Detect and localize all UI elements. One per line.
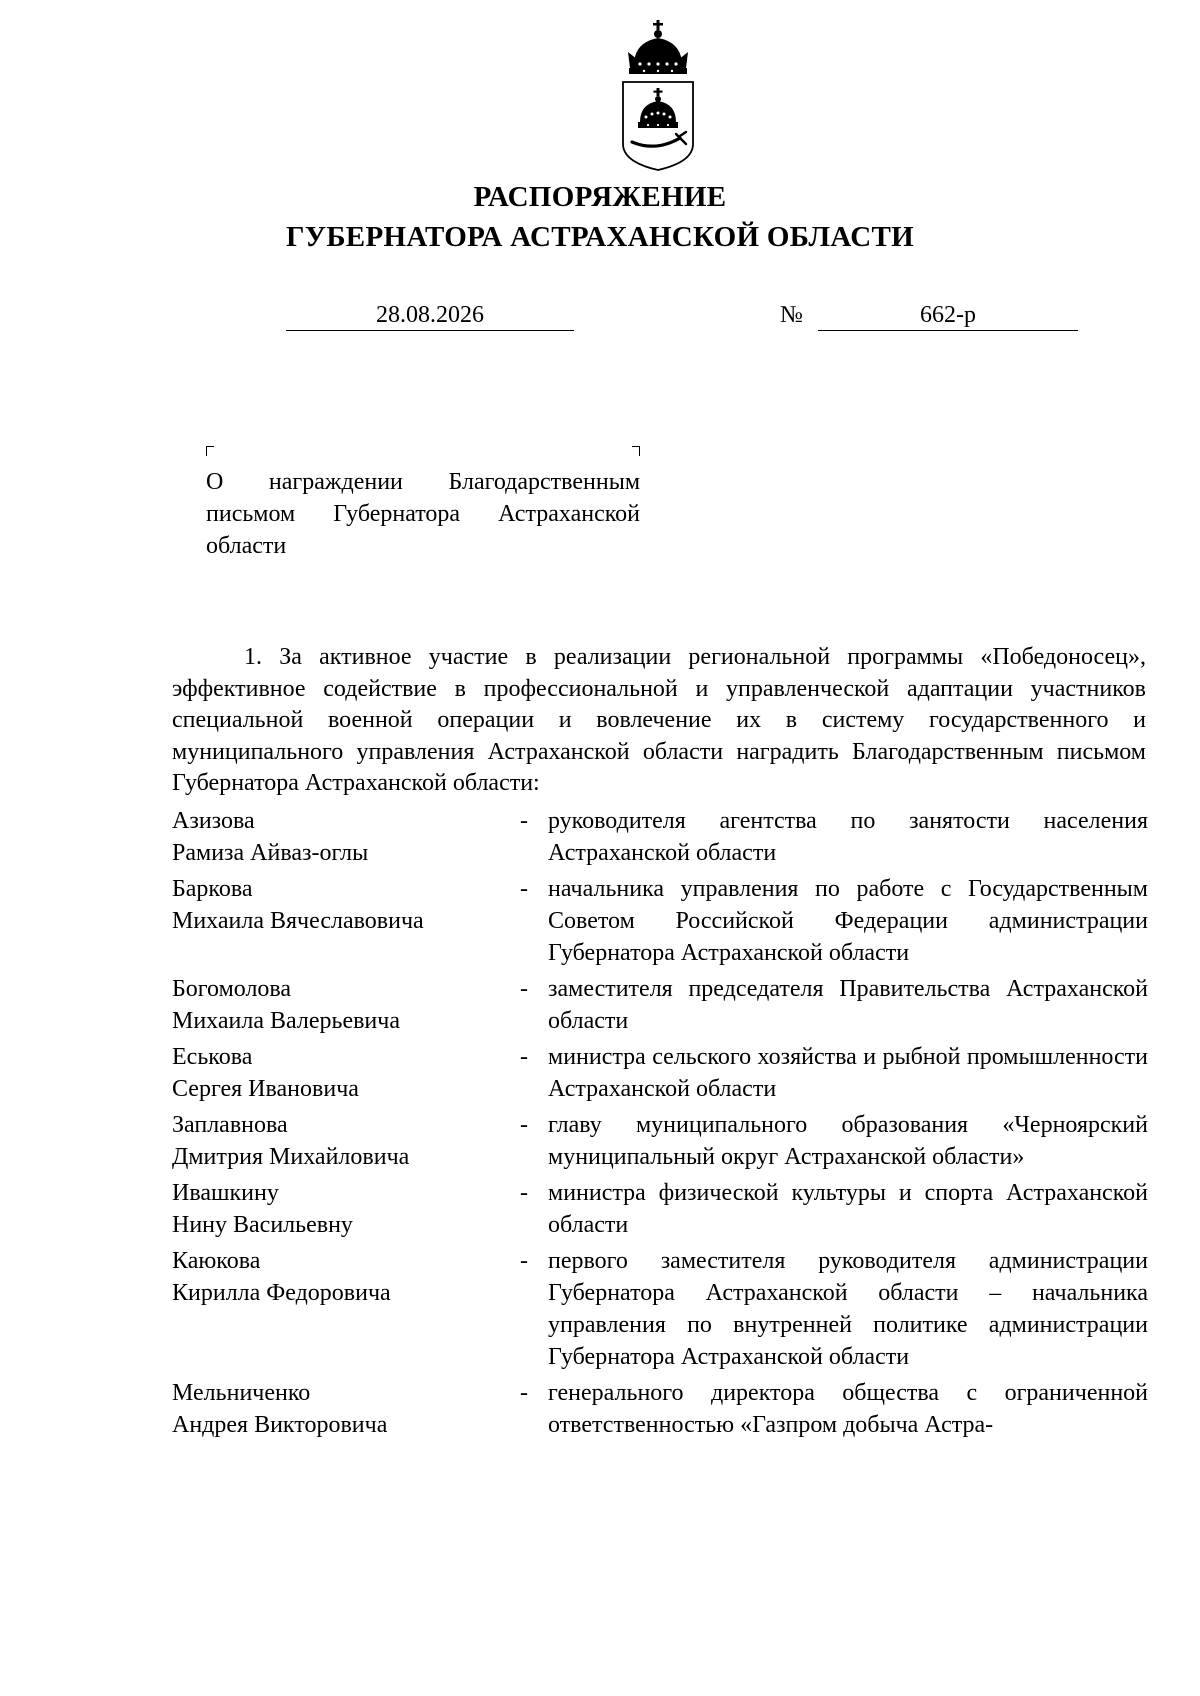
awardee-name	[172, 1245, 520, 1373]
awardee-given-names: Сергея Ивановича	[172, 1076, 359, 1102]
awardee-position: главу муниципального образования «Черноярский муниципальный округ Астраханской области»	[548, 1112, 1148, 1170]
awardee-surname: Мельниченко	[172, 1380, 311, 1406]
dash-separator: -	[520, 876, 528, 902]
awardee-given-names: Кирилла Федоровича	[172, 1280, 391, 1306]
document-number: 662-р	[818, 300, 1078, 331]
awardee-given-names: Дмитрия Михайловича	[172, 1144, 410, 1170]
subject-corner-right	[632, 446, 640, 456]
awardee-position: руководителя агентства по занятости населения Астраханской области	[548, 808, 1148, 866]
paragraph-1: 1. За активное участие в реализации региональной программы «Победоносец», эффективное содействие в профессиональной и управленческой адаптации участников специальной военной операции и вовлечение их в систему государственного и муниципального управления Астраханской области наградить Благодарственным письмом Губернатора Астраханской области:	[172, 644, 1146, 796]
awardee-given-names: Рамиза Айваз-оглы	[172, 840, 369, 866]
awardee-name	[172, 1377, 520, 1441]
awardee-entry	[172, 973, 1148, 1037]
document-subject: О награждении Благодарственным письмом Губернатора Астраханской области	[206, 469, 640, 559]
dash-separator: -	[520, 1380, 528, 1406]
awardee-name	[172, 1041, 520, 1105]
awardee-given-names: Нину Васильевну	[172, 1212, 353, 1238]
awardee-position: министра физической культуры и спорта Астраханской области	[548, 1180, 1148, 1238]
awardee-entry	[172, 805, 1148, 869]
awardee-position: генерального директора общества с ограниченной ответственностью «Газпром добыча Астра-	[548, 1380, 1148, 1438]
awardee-entry	[172, 873, 1148, 969]
awardee-position: заместителя председателя Правительства Астраханской области	[548, 976, 1148, 1034]
awardee-surname: Богомолова	[172, 976, 292, 1002]
awardee-entry	[172, 1377, 1148, 1441]
awardee-entry	[172, 1041, 1148, 1105]
awardee-name	[172, 873, 520, 969]
awardee-entry	[172, 1177, 1148, 1241]
awardee-surname: Еськова	[172, 1044, 253, 1070]
dash-separator: -	[520, 1112, 528, 1138]
document-issuer: ГУБЕРНАТОРА АСТРАХАНСКОЙ ОБЛАСТИ	[286, 221, 914, 253]
dash-separator: -	[520, 808, 528, 834]
subject-corner-left	[206, 446, 214, 456]
awardee-list	[172, 805, 1148, 1445]
awardee-name	[172, 805, 520, 869]
awardee-given-names: Михаила Вячеславовича	[172, 908, 424, 934]
awardee-given-names: Андрея Викторовича	[172, 1412, 388, 1438]
awardee-entry	[172, 1245, 1148, 1373]
awardee-surname: Каюкова	[172, 1248, 261, 1274]
awardee-surname: Заплавнова	[172, 1112, 288, 1138]
awardee-given-names: Михаила Валерьевича	[172, 1008, 400, 1034]
awardee-position: начальника управления по работе с Государственным Советом Российской Федерации администрации Губернатора Астраханской области	[548, 876, 1148, 966]
awardee-name	[172, 1109, 520, 1173]
dash-separator: -	[520, 976, 528, 1002]
awardee-entry	[172, 1109, 1148, 1173]
dash-separator: -	[520, 1044, 528, 1070]
dash-separator: -	[520, 1248, 528, 1274]
coat-of-arms-emblem	[620, 18, 696, 172]
document-title: РАСПОРЯЖЕНИЕ	[473, 181, 727, 213]
dash-separator: -	[520, 1180, 528, 1206]
awardee-surname: Азизова	[172, 808, 255, 834]
number-sign: №	[780, 302, 803, 328]
awardee-name	[172, 973, 520, 1037]
awardee-surname: Ивашкину	[172, 1180, 279, 1206]
document-date: 28.08.2026	[286, 300, 574, 331]
awardee-position: первого заместителя руководителя администрации Губернатора Астраханской области – начальника управления по внутренней политике администрации Губернатора Астраханской области	[548, 1248, 1148, 1370]
awardee-name	[172, 1177, 520, 1241]
awardee-position: министра сельского хозяйства и рыбной промышленности Астраханской области	[548, 1044, 1148, 1102]
awardee-surname: Баркова	[172, 876, 253, 902]
